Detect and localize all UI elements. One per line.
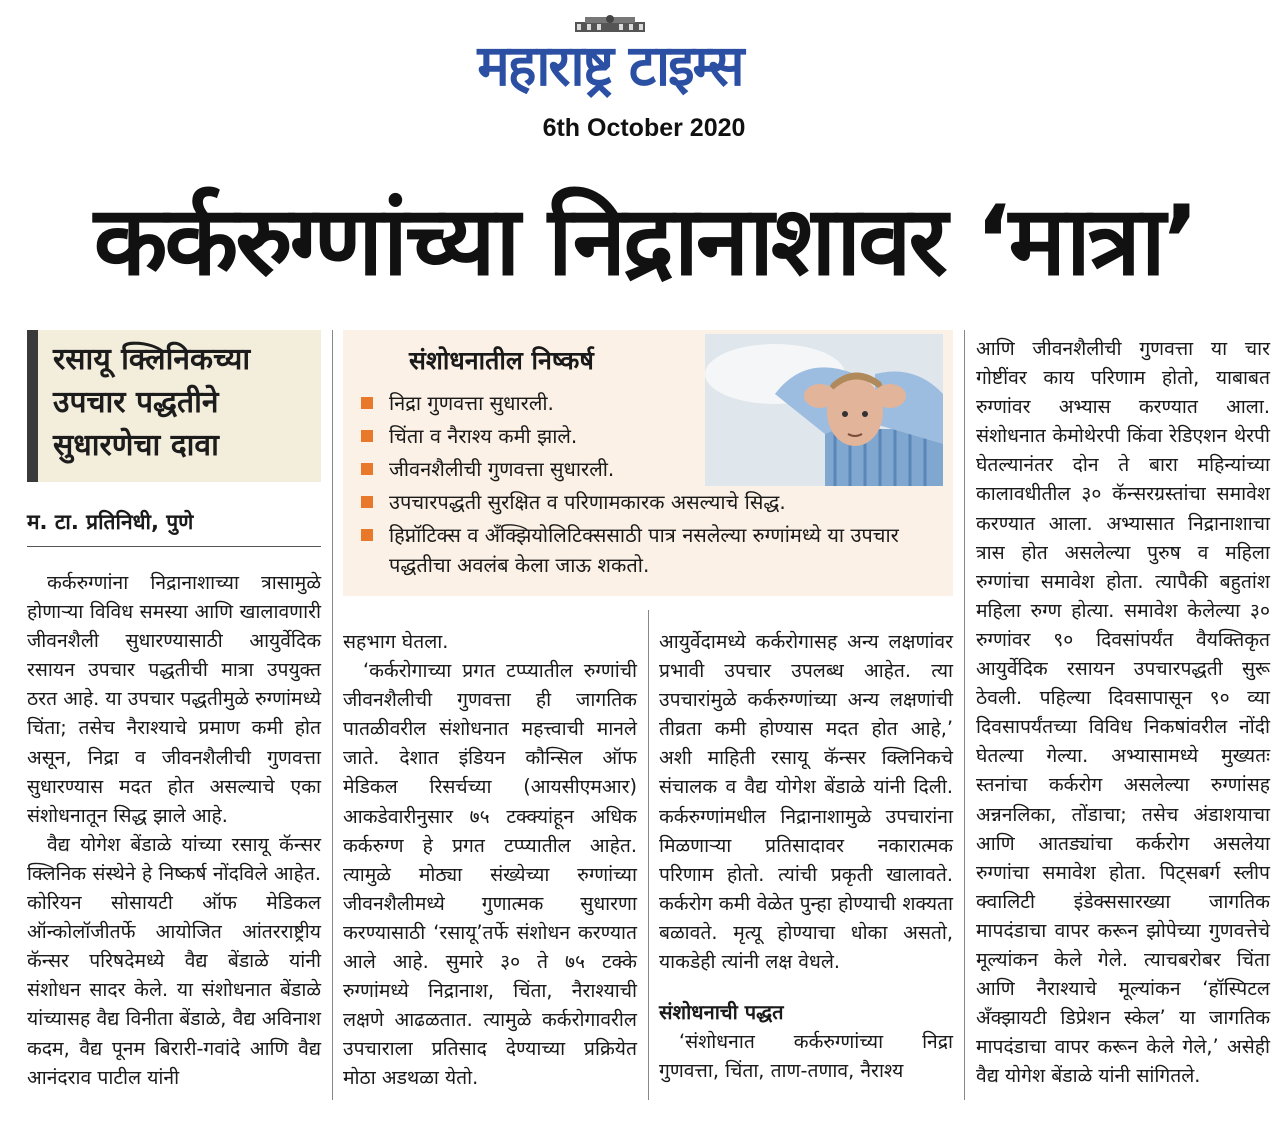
bullet-square-icon	[361, 397, 373, 409]
findings-item: हिप्नॉटिक्स व ॲंक्झियोलिटिक्ससाठी पात्र नसलेल्या रुग्णांमध्ये या उपचार पद्धतीचा अवलंब केला जाऊ शकतो.	[357, 520, 947, 580]
article-column-2	[343, 627, 637, 1093]
paragraph: वैद्य योगेश बेंडाळे यांच्या रसायू कॅन्सर क्लिनिक संस्थेने हे निष्कर्ष नोंदविले आहेत. कोरियन सोसायटी ऑफ मेडिकल ऑन्कोलॉजीतर्फे आयोजित आंतरराष्ट्रीय कॅन्सर परिषदेमध्ये वैद्य बेंडाळे यांनी संशोधन सादर केले. या संशोधनात बेंडाळे यांच्यासह वैद्य विनीता बेंडाळे, वैद्य अविनाश कदम, वैद्य पूनम बिरारी-गवांदे आणि वैद्य आनंदराव पाटील यांनी	[27, 832, 321, 1089]
findings-item: चिंता व नैराश्य कमी झाले.	[357, 421, 947, 451]
findings-item: जीवनशैलीची गुणवत्ता सुधारली.	[357, 454, 947, 484]
article-column-4	[976, 334, 1270, 1090]
byline-divider	[27, 546, 321, 547]
masthead	[440, 12, 780, 104]
newspaper-name: महाराष्ट्र टाइम्स	[477, 31, 743, 99]
byline: म. टा. प्रतिनिधी, पुणे	[27, 510, 194, 534]
paragraph: कर्करुग्णांना निद्रानाशाच्या त्रासामुळे होणाऱ्या विविध समस्या आणि खालावणारी जीवनशैली सुधारण्यासाठी आयुर्वेदिक रसायन उपचार पद्धतीची मात्रा उपयुक्त ठरत आहे. या उपचार पद्धतीमुळे रुग्णांमध्ये चिंता; तसेच नैराश्याचे प्रमाण कमी होत असून, निद्रा व जीवनशैलीची गुणवत्ता सुधारण्यास मदत होत असल्याचे एका संशोधनातून सिद्ध झाले आहे.	[27, 571, 321, 827]
column-divider	[332, 330, 333, 1100]
subheading: रसायू क्लिनिकच्या उपचार पद्धतीने सुधारणेचा दावा	[53, 342, 251, 463]
publication-date: 6th October 2020	[542, 114, 746, 142]
subheading-box	[27, 330, 321, 482]
bullet-square-icon	[361, 496, 373, 508]
paragraph: सहभाग घेतला.	[343, 630, 449, 653]
bullet-square-icon	[361, 430, 373, 442]
article-column-1	[27, 568, 321, 1092]
bullet-square-icon	[361, 463, 373, 475]
bullet-square-icon	[361, 529, 373, 541]
paragraph: ‘कर्करोगाच्या प्रगत टप्प्यातील रुग्णांची जीवनशैलीची गुणवत्ता ही जागतिक पातळीवरील संशोधनात महत्त्वाची मानले जाते. देशात इंडियन कौन्सिल ऑफ मेडिकल रिसर्चच्या (आयसीएमआर) आकडेवारीनुसार ७५ टक्क्यांहून अधिक कर्करुग्ण हे प्रगत टप्प्यातील आहेत. त्यामुळे मोठ्या संख्येच्या रुग्णांच्या जीवनशैलीमध्ये गुणात्मक सुधारणा करण्यासाठी ‘रसायू’तर्फे संशोधन करण्यात आले आहे. सुमारे ३० ते ७५ टक्के रुग्णांमध्ये निद्रानाश, चिंता, नैराश्याची लक्षणे आढळतात. त्यामुळे कर्करोगावरील उपचाराला प्रतिसाद देण्याच्या प्रक्रियेत मोठा अडथळा येतो.	[343, 659, 637, 1090]
column-divider	[964, 330, 965, 1100]
subheading-accent-bar	[27, 330, 38, 482]
paragraph: ‘संशोधनात कर्करुग्णांच्या निद्रा गुणवत्ता, चिंता, ताण-तणाव, नैराश्य	[659, 1030, 953, 1083]
findings-list	[357, 388, 947, 583]
article-column-3	[659, 627, 953, 1085]
findings-box	[343, 330, 953, 596]
findings-item: उपचारपद्धती सुरक्षित व परिणामकारक असल्याचे सिद्ध.	[357, 487, 947, 517]
paragraph: आणि जीवनशैलीची गुणवत्ता या चार गोष्टींवर काय परिणाम होतो, याबाबत रुग्णांवर अभ्यास करण्यात आला. संशोधनात केमोथेरपी किंवा रेडिएशन थेरपी घेतल्यानंतर दोन ते बारा महिन्यांच्या कालावधीतील ३० कॅन्सरग्रस्तांचा समावेश करण्यात आला. अभ्यासात निद्रानाशाचा त्रास होत असलेल्या पुरुष व महिला रुग्णांचा समावेश होता. त्यापैकी बहुतांश महिला रुग्ण होत्या. समावेश केलेल्या ३० रुग्णांवर ९० दिवसांपर्यंत वैयक्तिकृत आयुर्वेदिक रसायन उपचारपद्धती सुरू ठेवली. पहिल्या दिवसापासून ९० व्या दिवसापर्यंतच्या विविध निकषांवरील नोंदी घेतल्या गेल्या. अभ्यासामध्ये मुख्यतः स्तनांचा कर्करोग असलेल्या रुग्णांसह अन्ननलिका, तोंडाचा; तसेच अंडाशयाचा आणि आतड्यांचा कर्करोग असलेया रुग्णांचा समावेश होता. पिट्सबर्ग स्लीप क्वालिटी इंडेक्ससारख्या जागतिक मापदंडाचा वापर करून झोपेच्या गुणवत्तेचे मूल्यांकन केले गेले. त्याचबरोबर चिंता आणि नैराश्याचे मूल्यांकन ‘हॉस्पिटल ॲंक्झायटी डिप्रेशन स्केल’ या जागतिक मापदंडाचा वापर करून केले गेले,’ असेही वैद्य योगेश बेंडाळे यांनी सांगितले.	[976, 337, 1270, 1088]
column-divider	[648, 610, 649, 1100]
findings-item: निद्रा गुणवत्ता सुधारली.	[357, 388, 947, 418]
paragraph: आयुर्वेदामध्ये कर्करोगासह अन्य लक्षणांवर प्रभावी उपचार उपलब्ध आहेत. त्या उपचारांमुळे कर्करुग्णांच्या अन्य लक्षणांची तीव्रता कमी होण्यास मदत होत आहे,’ अशी माहिती रसायू कॅन्सर क्लिनिकचे संचालक व वैद्य योगेश बेंडाळे यांनी दिली. कर्करुग्णांमधील निद्रानाशामुळे उपचारांना मिळणाऱ्या प्रतिसादावर नकारात्मक परिणाम होतो. त्यांची प्रकृती खालावते. कर्करोग कमी वेळेत पुन्हा होण्याची शक्यता बळावते. मृत्यू होण्याचा धोका असतो, याकडेही त्यांनी लक्ष वेधले.	[659, 630, 953, 974]
section-subheading: संशोधनाची पद्धत	[659, 1000, 784, 1025]
findings-title: संशोधनातील निष्कर्ष	[409, 346, 594, 375]
headline: कर्करुग्णांच्या निद्रानाशावर ‘मात्रा’	[93, 185, 1197, 297]
